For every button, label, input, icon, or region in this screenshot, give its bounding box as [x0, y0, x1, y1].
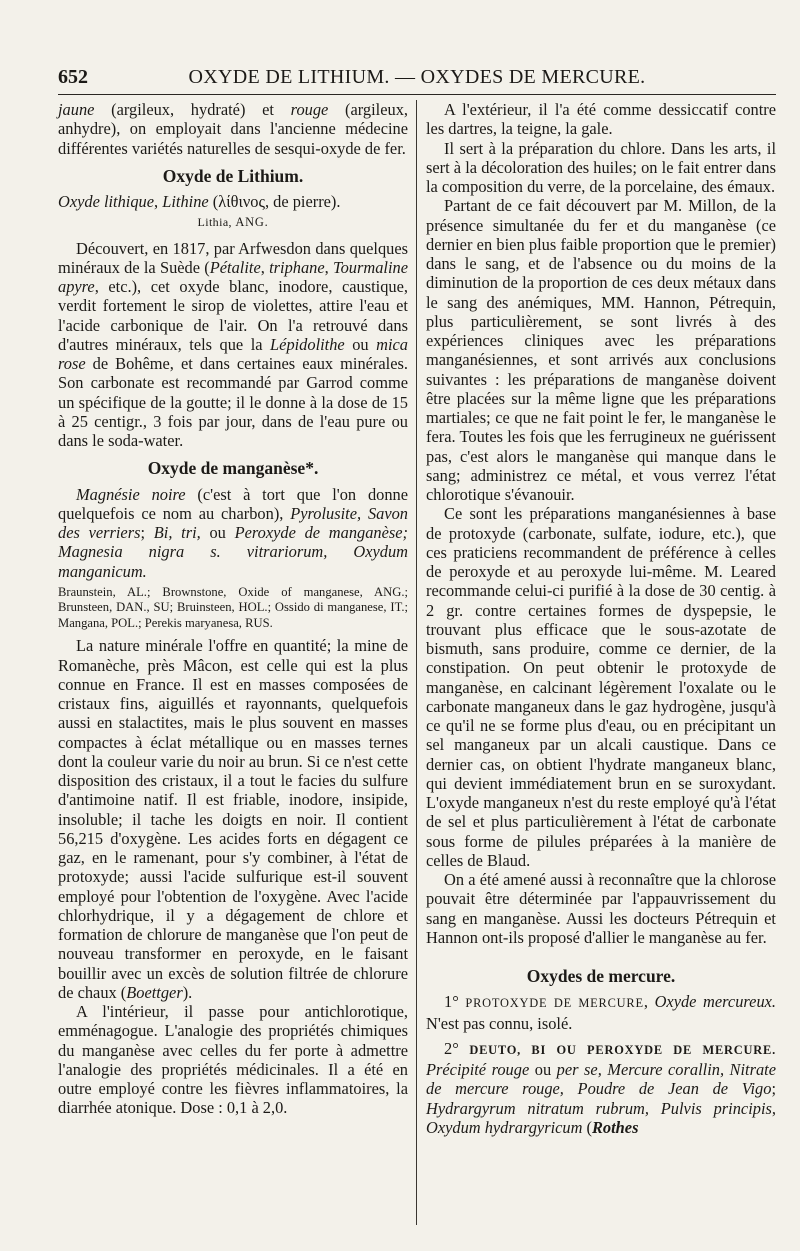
- item-number: 2°: [444, 1038, 470, 1058]
- item-label: DEUTO, BI OU PEROXYDE DE MERCURE.: [469, 1042, 776, 1057]
- item-label: PROTOXYDE DE MERCURE: [465, 996, 644, 1011]
- term: Tourmaline apyre: [58, 257, 408, 296]
- text: ,: [324, 257, 333, 277]
- intro-paragraph: [58, 100, 408, 158]
- heading-lithium: Oxyde de Lithium.: [162, 165, 304, 186]
- text: de Bohême, et dans certaines eaux minérales. Son carbonate est recommandé par Garrod comme un spécifique de la goutte; il le donne à la dose de 15 à 25 centigr., 3 fois par jour, dans de l'eau pure ou dans le soda-water.: [58, 354, 408, 450]
- text: Découvert, en 1817, par Arfwesdon dans quelques minéraux de la Suède (: [58, 238, 408, 277]
- manganese-synonyms: [58, 485, 408, 581]
- text: ).: [182, 982, 193, 1002]
- text: N'est pas connu, isolé.: [426, 1013, 573, 1033]
- author-name: Boettger: [126, 982, 183, 1002]
- running-header: [58, 62, 776, 95]
- intro-text-1: (argileux, hydraté) et: [94, 100, 291, 119]
- paragraph-chlore: Il sert à la préparation du chlore. Dans les arts, il sert à la décoloration des huiles; on le fait entrer dans la composition du verre, de la porcelaine, des émaux.: [426, 138, 776, 196]
- term: triphane: [269, 257, 325, 277]
- term: Bi, tri,: [153, 523, 201, 542]
- intro-text-2: (argileux, anhydre), on employait dans l'ancienne médecine différentes variétés naturelles de sesqui-oxyde de fer.: [58, 100, 408, 158]
- text: (c'est à tort que l'on donne quelquefois ce nom au charbon),: [58, 484, 408, 523]
- running-title: OXYDE DE LITHIUM. — OXYDES DE MERCURE.: [188, 66, 646, 88]
- manganese-foreign-names: Braunstein, AL.; Brownstone, Oxide of manganese, ANG.; Brunsteen, DAN., SU; Bruinsteen, HOL.; Ossido di manganese, IT.; Mangana, POL.; Perekis maryanesa, RUS.: [58, 584, 408, 630]
- latin-lang: ANG.: [235, 215, 269, 230]
- item-number: 1°: [444, 992, 466, 1012]
- text: ou: [344, 334, 377, 354]
- intro-term-rouge: rouge: [290, 100, 329, 119]
- syn-oxyde-lithique: Oxyde lithique: [58, 192, 155, 211]
- text: (: [582, 1117, 592, 1137]
- lithium-latin: [58, 213, 408, 232]
- text: , etc.), cet oxyde blanc, inodore, caustique, verdit fortement le sirop de violettes, attire l'eau et l'acide carbonique de l'air. On l'a retrouvé dans d'autres minéraux, tels que la: [58, 277, 408, 354]
- syn-lithine: Lithine: [162, 192, 209, 211]
- term: Hydrargyrum nitratum rubrum, Pulvis principis: [426, 1098, 772, 1118]
- term: Magnésie noire: [76, 484, 186, 504]
- latin-name: Lithia,: [197, 215, 236, 230]
- term: Lépidolithe: [270, 334, 345, 354]
- intro-term-jaune: jaune: [58, 100, 95, 119]
- manganese-paragraph-interieur: A l'intérieur, il passe pour antichlorotique, emménagogue. L'analogie des propriétés chimiques du manganèse avec celles du fer porte à admettre l'analogie des propriétés médicinales. Il a été en outre employé contre les fièvres inflammatoires, la diarrhée atonique. Dose : 0,1 à 2,0.: [58, 1002, 408, 1118]
- mercure-item-1: [426, 992, 776, 1033]
- book-page: [58, 62, 776, 1232]
- syn-etymology: (λίθινος, de pierre).: [208, 192, 341, 211]
- term: Oxydum hydrargyricum: [426, 1117, 583, 1137]
- manganese-paragraph-nature: [58, 636, 408, 1002]
- term: mica rose: [58, 334, 408, 373]
- author-name: Rothes: [592, 1117, 639, 1137]
- left-column: [58, 100, 408, 1118]
- text: ou: [200, 523, 235, 542]
- paragraph-exterieur: A l'extérieur, il l'a été comme dessiccatif contre les dartres, la teigne, la gale.: [426, 100, 776, 139]
- term: Peroxyde de manganèse; Magnesia nigra s. vitrariorum, Oxydum manganicum.: [58, 523, 409, 581]
- paragraph-chlorose: On a été amené aussi à reconnaître que la chlorose pouvait être déterminée par l'appauvrissement du sang en manganèse. Aussi les docteurs Pétrequin et Hannon ont-ils proposé d'allier le manganèse au fer.: [426, 870, 776, 947]
- column-divider: [416, 100, 417, 1225]
- text: ,: [260, 257, 270, 277]
- term: Pyrolusite, Savon des verriers: [58, 503, 409, 542]
- right-column: [426, 100, 776, 1137]
- paragraph-protoxyde: Ce sont les préparations manganésiennes à base de protoxyde (carbonate, sulfate, iodure, etc.), que ces praticiens recommandent de préférence à celles de peroxyde et au peroxyde lui-même. M. Leared recommande celui-ci purifié à la dose de 30 centig. à 2 gr. contre certaines formes de dyspepsie, le trouvant plus efficace que le sous-azotate de bismuth, sans produire, comme ce dernier, de la constipation. On peut obtenir le protoxyde de manganèse, en calcinant légèrement l'oxalate ou le carbonate manganeux dans le gaz hydrogène, jusqu'à ce qu'il ne se forme plus d'eau, ou en précipitant un sel manganeux par un alcali caustique. Dans ce dernier cas, on obtient l'hydrate manganeux blanc, qui devient immédiatement brun en se suroxydant. L'oxyde manganeux n'est du reste employé qu'à l'état de sel et plus particulièrement à l'état de carbonate sous forme de pilules préparées à la manière de celles de Blaud.: [426, 504, 776, 870]
- mercure-item-2: [426, 1039, 776, 1137]
- term: per se, Mercure corallin, Nitrate de mercure rouge, Poudre de Jean de Vigo: [426, 1060, 776, 1099]
- text: ,: [771, 1098, 776, 1118]
- text: ;: [771, 1079, 776, 1099]
- text: La nature minérale l'offre en quantité; la mine de Romanèche, près Mâcon, est celle qui est la plus connue en France. Il est en masses composées de cristaux fins, aiguillés et rayonnants, quelquefois aussi en stalactites, mais le plus souvent en masses compactes à éclat métallique ou en masses ternes dont la couleur varie du noir au brun. Si ce n'est cette disposition des cristaux, il a tout le facies du sulfure d'antimoine natif. Il est friable, inodore, insipide, insoluble; il tache les doigts en noir. Il contient 56,215 d'oxygène. Les acides forts en dégagent ce gaz, en le ramenant, pour s'y combiner, à l'état de protoxyde; aussi l'acide sulfurique est-il souvent employé pour l'obtention de l'oxygène. Avec l'acide chlorhydrique, il y a dégagement de chlore et formation de chlorure de manganèse que l'on peut de nouveau transformer en peroxyde, en le faisant bouillir avec un excès de solution filtrée de chlorure de chaux (: [58, 636, 408, 1002]
- text: ,: [643, 992, 655, 1012]
- term: Précipité rouge: [426, 1060, 530, 1079]
- text: ou: [529, 1060, 557, 1079]
- syn-sep: ,: [154, 192, 163, 211]
- page-number: 652: [58, 66, 88, 88]
- text: ;: [140, 523, 154, 542]
- term: Oxyde mercureux.: [654, 992, 777, 1012]
- lithium-paragraph: [58, 239, 408, 451]
- heading-manganese: Oxyde de manganèse*.: [147, 458, 319, 479]
- heading-mercure: Oxydes de mercure.: [526, 966, 676, 986]
- term: Pétalite: [209, 257, 261, 277]
- paragraph-millon: Partant de ce fait découvert par M. Millon, de la présence simultanée du fer et du manganèse (ce dernier en bien plus faible proportion que le premier) dans le sang, et de l'absence ou du moins de la diminution de la proportion de ces deux métaux dans le sang des anémiques, MM. Hannon, Pétrequin, plus particulièrement, se sont livrés à des expériences cliniques avec les préparations manganésiennes, et sont arrivés aux conclusions suivantes : les préparations de manganèse doivent être placées sur la même ligne que les préparations martiales; ce que ne fait point le fer, le manganèse le fera. Toutes les fois que les ferrugineux ne guérissent pas, c'est alors le manganèse qui manque dans le sang; administrez ce métal, et vous verrez l'état chlorotique s'évanouir.: [426, 196, 776, 504]
- lithium-synonyms: [58, 192, 408, 211]
